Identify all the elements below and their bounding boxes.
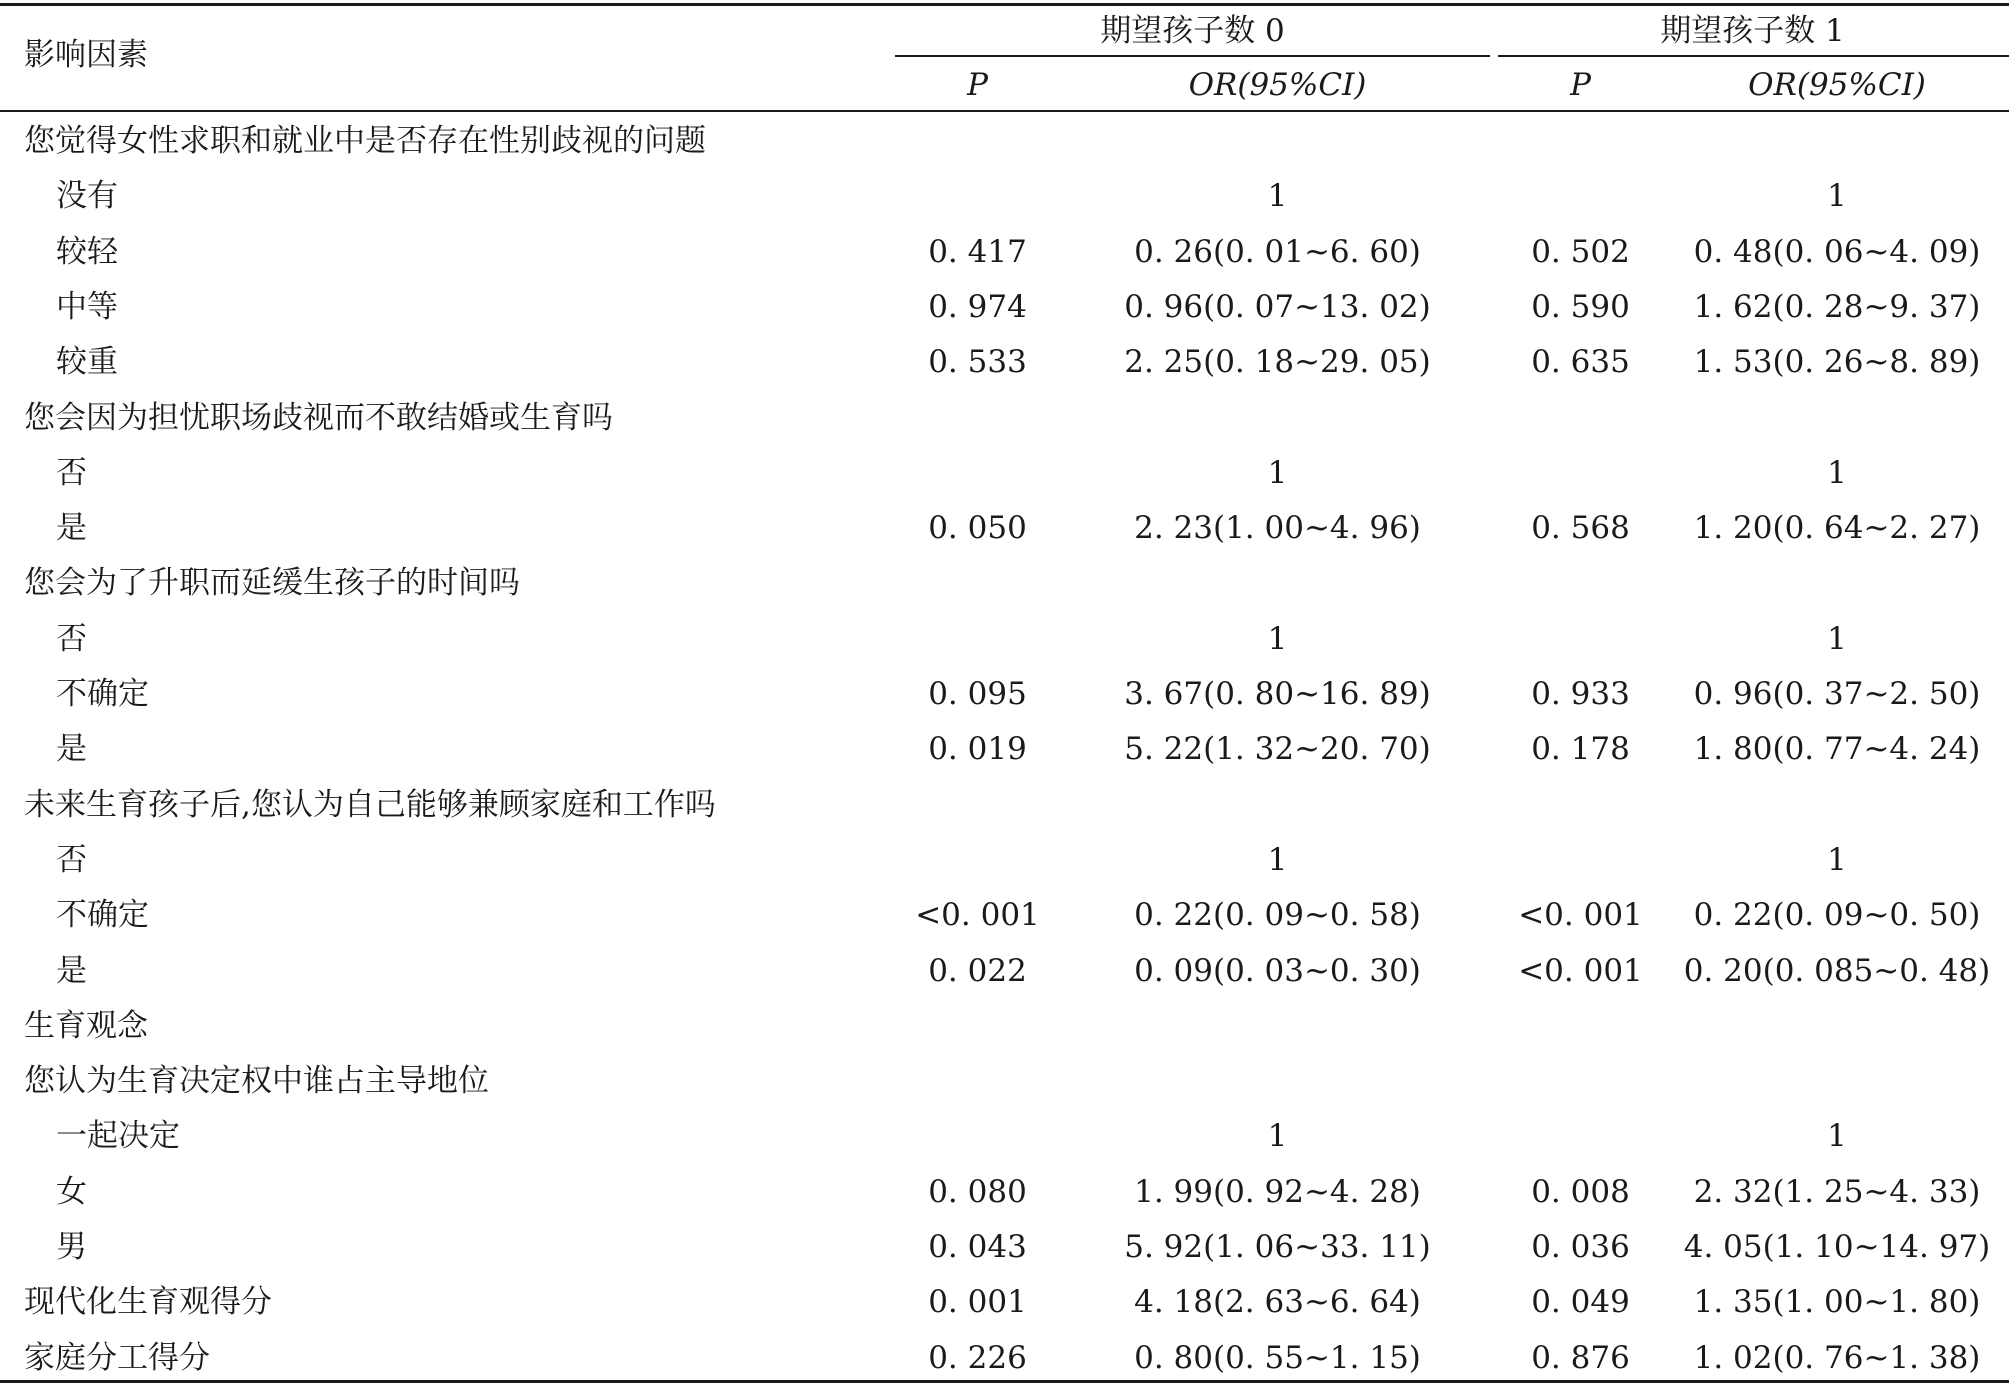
or-ci-group2: 0. 20(0. 085~0. 48): [1683, 953, 1991, 989]
p-value-group1: [895, 786, 1060, 824]
or-ci-group2: 1. 02(0. 76~1. 38): [1693, 1340, 1981, 1376]
or-ci-group1: 0. 09(0. 03~0. 30): [1134, 953, 1421, 989]
p-value-group2: [1498, 1007, 1663, 1045]
p-value-group2: 0. 933: [1531, 676, 1630, 712]
header-group-expect-0: 期望孩子数 0: [1100, 13, 1285, 49]
or-ci-group2: 1. 62(0. 28~9. 37): [1693, 289, 1981, 325]
p-value-group1: 0. 022: [928, 953, 1027, 989]
row-label: 不确定: [56, 897, 149, 933]
or-ci-group1: 0. 80(0. 55~1. 15): [1134, 1340, 1421, 1376]
or-ci-group2: 1. 20(0. 64~2. 27): [1693, 510, 1981, 546]
p-value-group1: [895, 1007, 1060, 1045]
or-ci-group1: 5. 92(1. 06~33. 11): [1124, 1229, 1431, 1265]
p-value-group2: [1498, 1062, 1663, 1100]
p-value-group2: 0. 036: [1531, 1229, 1630, 1265]
row-label: 男: [56, 1229, 87, 1265]
p-value-group2: [1498, 454, 1663, 492]
p-value-group1: [895, 1117, 1060, 1155]
row-label: 不确定: [56, 676, 149, 712]
header-p-group1: P: [967, 67, 988, 103]
row-label: 是: [56, 953, 87, 989]
p-value-group1: 0. 095: [928, 676, 1027, 712]
p-value-group1: 0. 001: [928, 1284, 1027, 1320]
row-label: 否: [56, 455, 87, 491]
p-value-group1: 0. 043: [928, 1229, 1027, 1265]
p-value-group2: [1498, 177, 1663, 215]
or-ci-group1: 5. 22(1. 32~20. 70): [1124, 731, 1431, 767]
row-label: 您认为生育决定权中谁占主导地位: [24, 1063, 489, 1099]
p-value-group1: [895, 399, 1060, 437]
p-value-group1: 0. 417: [928, 234, 1027, 270]
p-value-group2: 0. 568: [1531, 510, 1630, 546]
or-ci-group1: [1120, 786, 1435, 824]
or-ci-group1: 1. 99(0. 92~4. 28): [1134, 1174, 1421, 1210]
p-value-group2: [1498, 620, 1663, 658]
or-ci-group1: 4. 18(2. 63~6. 64): [1134, 1284, 1421, 1320]
or-ci-group2: 1. 80(0. 77~4. 24): [1693, 731, 1981, 767]
row-label: 中等: [56, 289, 118, 325]
p-value-group2: [1498, 399, 1663, 437]
row-label: 您会因为担忧职场歧视而不敢结婚或生育吗: [24, 400, 613, 436]
or-ci-group2: 0. 48(0. 06~4. 09): [1693, 234, 1981, 270]
p-value-group1: [895, 620, 1060, 658]
or-ci-group2: 1: [1827, 178, 1847, 214]
p-value-group2: 0. 502: [1531, 234, 1630, 270]
or-ci-group1: 0. 26(0. 01~6. 60): [1134, 234, 1421, 270]
or-ci-group2: 0. 96(0. 37~2. 50): [1693, 676, 1981, 712]
or-ci-group2: 0. 22(0. 09~0. 50): [1693, 897, 1981, 933]
or-ci-group1: [1120, 1062, 1435, 1100]
or-ci-group2: [1677, 786, 1997, 824]
row-label: 是: [56, 731, 87, 767]
p-value-group1: [895, 841, 1060, 879]
p-value-group1: [895, 1062, 1060, 1100]
p-value-group1: 0. 019: [928, 731, 1027, 767]
or-ci-group1: 0. 96(0. 07~13. 02): [1124, 289, 1431, 325]
header-p-group2: P: [1570, 67, 1591, 103]
row-label: 一起决定: [56, 1118, 180, 1154]
or-ci-group2: [1677, 1062, 1997, 1100]
or-ci-group1: 1: [1267, 178, 1288, 214]
p-value-group2: <0. 001: [1518, 953, 1643, 989]
or-ci-group1: 1: [1267, 621, 1288, 657]
group1-rule: [895, 55, 1490, 57]
or-ci-group2: 1: [1827, 621, 1847, 657]
or-ci-group2: 1: [1827, 1118, 1847, 1154]
row-label: 否: [56, 842, 87, 878]
p-value-group1: [895, 177, 1060, 215]
p-value-group2: 0. 635: [1531, 344, 1630, 380]
or-ci-group2: 1: [1827, 842, 1847, 878]
row-label: 家庭分工得分: [24, 1340, 210, 1376]
or-ci-group2: [1677, 399, 1997, 437]
row-label: 您会为了升职而延缓生孩子的时间吗: [24, 565, 520, 601]
p-value-group2: 0. 049: [1531, 1284, 1630, 1320]
p-value-group2: 0. 178: [1531, 731, 1630, 767]
p-value-group1: [895, 122, 1060, 160]
row-label: 没有: [56, 178, 118, 214]
header-or-group2: OR(95%CI): [1748, 67, 1926, 103]
p-value-group2: <0. 001: [1518, 897, 1643, 933]
or-ci-group1: [1120, 1007, 1435, 1045]
p-value-group1: 0. 974: [928, 289, 1027, 325]
row-label: 您觉得女性求职和就业中是否存在性别歧视的问题: [24, 123, 706, 159]
row-label: 生育观念: [24, 1008, 148, 1044]
or-ci-group2: [1677, 1007, 1997, 1045]
p-value-group1: 0. 226: [928, 1340, 1027, 1376]
row-label: 较轻: [56, 234, 118, 270]
or-ci-group1: 2. 23(1. 00~4. 96): [1134, 510, 1421, 546]
p-value-group2: [1498, 1117, 1663, 1155]
p-value-group1: [895, 454, 1060, 492]
p-value-group1: 0. 533: [928, 344, 1027, 380]
or-ci-group2: 1. 35(1. 00~1. 80): [1693, 1284, 1981, 1320]
group2-rule: [1498, 55, 2009, 57]
or-ci-group2: 1: [1827, 455, 1847, 491]
p-value-group2: [1498, 786, 1663, 824]
or-ci-group1: [1120, 564, 1435, 602]
p-value-group1: 0. 050: [928, 510, 1027, 546]
or-ci-group1: 3. 67(0. 80~16. 89): [1124, 676, 1431, 712]
p-value-group2: [1498, 841, 1663, 879]
row-label: 是: [56, 510, 87, 546]
table-top-rule: [0, 3, 2009, 6]
row-label: 较重: [56, 344, 118, 380]
row-label: 女: [56, 1174, 87, 1210]
header-bottom-rule: [0, 110, 2009, 112]
or-ci-group1: 0. 22(0. 09~0. 58): [1134, 897, 1421, 933]
p-value-group2: 0. 008: [1531, 1174, 1630, 1210]
or-ci-group1: 1: [1267, 455, 1288, 491]
or-ci-group1: 1: [1267, 1118, 1288, 1154]
or-ci-group2: [1677, 122, 1997, 160]
p-value-group2: [1498, 122, 1663, 160]
p-value-group2: [1498, 564, 1663, 602]
or-ci-group1: [1120, 122, 1435, 160]
row-label: 未来生育孩子后,您认为自己能够兼顾家庭和工作吗: [24, 787, 716, 823]
or-ci-group2: 4. 05(1. 10~14. 97): [1683, 1229, 1991, 1265]
header-group-expect-1: 期望孩子数 1: [1660, 13, 1845, 49]
or-ci-group2: 2. 32(1. 25~4. 33): [1693, 1174, 1981, 1210]
or-ci-group1: 1: [1267, 842, 1288, 878]
or-ci-group1: 2. 25(0. 18~29. 05): [1124, 344, 1431, 380]
header-or-group1: OR(95%CI): [1188, 67, 1367, 103]
p-value-group1: <0. 001: [915, 897, 1040, 933]
p-value-group1: [895, 564, 1060, 602]
p-value-group1: 0. 080: [928, 1174, 1027, 1210]
p-value-group2: 0. 876: [1531, 1340, 1630, 1376]
header-factor: 影响因素: [24, 37, 148, 73]
or-ci-group2: 1. 53(0. 26~8. 89): [1693, 344, 1981, 380]
or-ci-group1: [1120, 399, 1435, 437]
or-ci-group2: [1677, 564, 1997, 602]
table-bottom-rule: [0, 1380, 2009, 1383]
row-label: 现代化生育观得分: [24, 1284, 272, 1320]
row-label: 否: [56, 621, 87, 657]
p-value-group2: 0. 590: [1531, 289, 1630, 325]
